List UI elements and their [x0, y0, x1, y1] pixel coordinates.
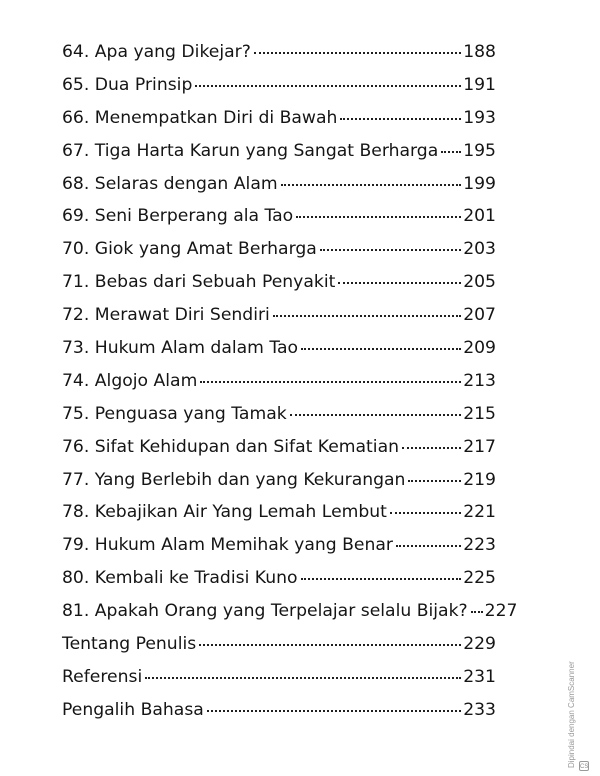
toc-entry — [62, 431, 496, 464]
toc-entry — [62, 365, 496, 398]
toc-entry-title: 68. Selaras dengan Alam — [62, 173, 278, 194]
toc-entry — [62, 661, 496, 694]
toc-entry-title: 73. Hukum Alam dalam Tao — [62, 338, 299, 359]
toc-page-number: 195 — [463, 140, 496, 161]
toc-entry-title: Referensi — [62, 666, 143, 687]
toc-entry — [62, 332, 496, 365]
toc-page-number: 203 — [463, 239, 496, 260]
toc-entry — [62, 398, 496, 431]
toc-page-number: 229 — [463, 634, 496, 655]
toc-entry-title: 71. Bebas dari Sebuah Penyakit — [62, 272, 336, 293]
dot-leader — [195, 85, 461, 87]
dot-leader — [301, 578, 462, 580]
dot-leader — [402, 447, 461, 449]
toc-entry-title: 66. Menempatkan Diri di Bawah — [62, 107, 338, 128]
dot-leader — [145, 677, 461, 679]
toc-page-number: 221 — [463, 502, 496, 523]
toc-entry-title: 70. Giok yang Amat Berharga — [62, 239, 317, 260]
toc-entry — [62, 69, 496, 102]
dot-leader — [254, 52, 461, 54]
toc-page-number: 219 — [463, 469, 496, 490]
dot-leader — [471, 611, 483, 613]
toc-entry-title: 78. Kebajikan Air Yang Lemah Lembut — [62, 502, 387, 523]
toc-entry-title: 69. Seni Berperang ala Tao — [62, 206, 294, 227]
dot-leader — [281, 184, 462, 186]
dot-leader — [301, 348, 461, 350]
toc-entry-title: 72. Merawat Diri Sendiri — [62, 305, 270, 326]
toc-entry — [62, 102, 496, 135]
toc-entry — [62, 694, 496, 727]
toc-entry-title: 67. Tiga Harta Karun yang Sangat Berharga — [62, 140, 439, 161]
toc-entry — [62, 464, 496, 497]
toc-page-number: 217 — [463, 436, 496, 457]
toc-entry — [62, 496, 496, 529]
toc-page-number: 199 — [463, 173, 496, 194]
dot-leader — [441, 151, 461, 153]
toc-entry — [62, 36, 496, 69]
toc-page-number: 188 — [463, 42, 496, 62]
dot-leader — [338, 282, 461, 284]
toc-page-number: 225 — [463, 568, 496, 589]
toc-entry-title: 76. Sifat Kehidupan dan Sifat Kematian — [62, 436, 400, 457]
toc-page-number: 201 — [463, 206, 496, 227]
toc-entry-title: 77. Yang Berlebih dan yang Kekurangan — [62, 469, 406, 490]
toc-page-number: 193 — [463, 107, 496, 128]
toc-entry — [62, 200, 496, 233]
toc-page-number: 207 — [463, 305, 496, 326]
toc-page-number: 227 — [484, 601, 518, 622]
dot-leader — [408, 480, 461, 482]
toc-page-number: 213 — [463, 370, 496, 391]
toc-entry-title: 79. Hukum Alam Memihak yang Benar — [62, 535, 394, 556]
toc-entry-title: 65. Dua Prinsip — [62, 74, 193, 95]
toc-page-number: 223 — [463, 535, 496, 556]
table-of-contents — [62, 36, 518, 727]
toc-entry — [62, 628, 496, 661]
toc-page-number: 231 — [463, 666, 496, 687]
toc-entry — [62, 266, 496, 299]
toc-entry — [62, 562, 496, 595]
scanner-text: Dipindai dengan CamScanner — [567, 661, 576, 768]
toc-page-number: 209 — [463, 338, 496, 359]
dot-leader — [199, 644, 461, 646]
dot-leader — [273, 315, 461, 317]
toc-entry-title: Tentang Penulis — [62, 634, 197, 655]
toc-entry-title: Pengalih Bahasa — [62, 699, 204, 720]
toc-entry-title: 81. Apakah Orang yang Terpelajar selalu Bijak? — [62, 601, 468, 622]
dot-leader — [340, 118, 461, 120]
toc-page-number: 215 — [463, 403, 496, 424]
toc-entry — [62, 135, 496, 168]
toc-entry-title: 75. Penguasa yang Tamak — [62, 403, 287, 424]
dot-leader — [390, 512, 461, 514]
toc-entry-title: 74. Algojo Alam — [62, 370, 198, 391]
toc-entry-title: 80. Kembali ke Tradisi Kuno — [62, 568, 298, 589]
camscanner-icon: CS — [579, 761, 589, 771]
dot-leader — [290, 414, 462, 416]
camscanner-watermark — [567, 620, 590, 770]
toc-page-number: 233 — [463, 699, 496, 720]
toc-entry-title: 64. Apa yang Dikejar? — [62, 42, 251, 62]
toc-entry — [62, 595, 518, 628]
dot-leader — [396, 545, 461, 547]
toc-page-number: 191 — [463, 74, 496, 95]
toc-entry — [62, 299, 496, 332]
toc-entry — [62, 233, 496, 266]
toc-entry — [62, 529, 496, 562]
toc-entry — [62, 168, 496, 201]
dot-leader — [296, 216, 461, 218]
dot-leader — [320, 249, 461, 251]
dot-leader — [200, 381, 461, 383]
toc-page-number: 205 — [463, 272, 496, 293]
dot-leader — [207, 710, 461, 712]
